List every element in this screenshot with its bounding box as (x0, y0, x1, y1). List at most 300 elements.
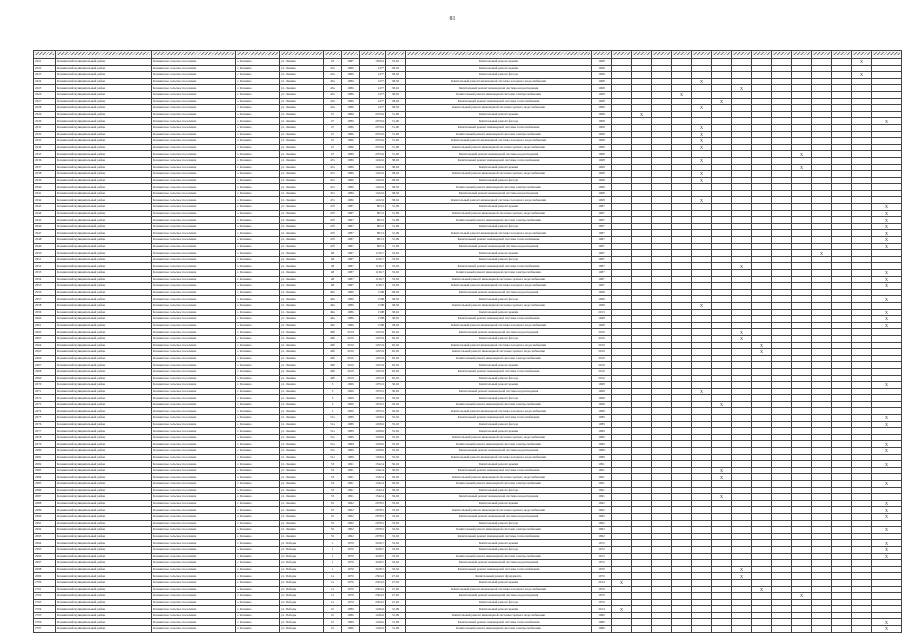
table-cell: с. Кочкино (236, 579, 280, 586)
term-mark-cell (752, 217, 772, 224)
table-cell: 2694 (34, 540, 56, 547)
term-mark-cell (872, 487, 902, 494)
term-mark-cell (672, 606, 692, 613)
term-mark-cell: X (872, 118, 902, 125)
table-cell: 51а (324, 441, 342, 448)
term-mark-cell (652, 467, 672, 474)
table-cell: 48 (324, 263, 342, 270)
term-mark-cell (652, 408, 672, 415)
table-cell: 2628 (34, 105, 56, 112)
term-mark-cell (672, 204, 692, 211)
term-mark-cell (772, 243, 792, 250)
table-cell: 2070,6 (360, 144, 386, 151)
table-cell: 1477 (360, 91, 386, 98)
term-mark-cell (812, 302, 832, 309)
term-mark-cell (712, 177, 732, 184)
term-mark-cell (672, 349, 692, 356)
term-mark-cell (752, 270, 772, 277)
term-mark-cell (692, 164, 712, 171)
table-cell: с. Кочкино (236, 474, 280, 481)
term-mark-cell (772, 593, 792, 600)
term-mark-cell (872, 612, 902, 619)
table-cell: 1968 (592, 322, 612, 329)
term-mark-cell: X (692, 157, 712, 164)
table-cell: 2014 (592, 579, 612, 586)
term-mark-cell (772, 138, 792, 145)
column-header (792, 51, 812, 59)
table-cell: 1458,6 (360, 421, 386, 428)
table-cell: с. Кочкино (236, 329, 280, 336)
term-mark-cell (732, 527, 752, 534)
term-mark-cell (832, 250, 852, 257)
term-mark-cell (612, 415, 632, 422)
table-cell: Кочкинский муниципальный район (56, 78, 152, 85)
table-cell: Кочкинский муниципальный район (56, 362, 152, 369)
term-mark-cell (692, 111, 712, 118)
term-mark-cell (832, 408, 852, 415)
term-mark-cell: X (872, 204, 902, 211)
table-cell: 1968 (592, 197, 612, 204)
table-row (34, 441, 902, 448)
table-cell: Капитальный ремонт инженерной системы теплоснабжения (406, 533, 592, 540)
term-mark-cell (692, 309, 712, 316)
term-mark-cell (692, 606, 712, 613)
table-cell: 30,02 (386, 461, 406, 468)
table-cell: 1477 (360, 105, 386, 112)
term-mark-cell (872, 560, 902, 567)
table-row (34, 197, 902, 204)
term-mark-cell (772, 553, 792, 560)
table-cell: Капитальный ремонт инженерной системы горячего водоснабжения (406, 171, 592, 178)
table-cell: 35,02 (386, 428, 406, 435)
table-cell: Кочкинский муниципальный район (56, 243, 152, 250)
table-cell: 1968 (592, 184, 612, 191)
table-cell: 1970 (592, 573, 612, 580)
table-cell: 1455,9 (360, 362, 386, 369)
table-cell: 2662 (34, 329, 56, 336)
table-row (34, 289, 902, 296)
table-cell: Кочкинский муниципальный район (56, 98, 152, 105)
term-mark-cell (872, 520, 902, 527)
table-row (34, 316, 902, 323)
term-mark-cell (672, 481, 692, 488)
term-mark-cell (872, 111, 902, 118)
table-cell: 31,09 (386, 204, 406, 211)
table-cell: 49а (324, 296, 342, 303)
term-mark-cell (692, 540, 712, 547)
term-mark-cell (852, 546, 872, 553)
table-cell: 1986 (342, 171, 360, 178)
term-mark-cell (652, 573, 672, 580)
term-mark-cell (672, 415, 692, 422)
term-mark-cell (612, 520, 632, 527)
table-cell: 1477 (360, 78, 386, 85)
term-mark-cell (652, 237, 672, 244)
term-mark-cell (772, 573, 792, 580)
table-row (34, 296, 902, 303)
term-mark-cell (852, 362, 872, 369)
table-cell: 1986 (342, 105, 360, 112)
term-mark-cell (752, 237, 772, 244)
table-cell: 2675 (34, 415, 56, 422)
term-mark-cell (612, 217, 632, 224)
table-cell: Кочкинский муниципальный район (56, 91, 152, 98)
table-cell: 1542,4 (360, 494, 386, 501)
table-cell: Капитальный ремонт инженерной системы холодного водоснабжения (406, 408, 592, 415)
term-mark-cell (612, 553, 632, 560)
table-cell: Кочкинский муниципальный район (56, 270, 152, 277)
term-mark-cell (832, 362, 852, 369)
term-mark-cell (672, 289, 692, 296)
table-cell: Кочкинский муниципальный район (56, 177, 152, 184)
table-cell: 1987 (592, 276, 612, 283)
term-mark-cell (612, 481, 632, 488)
table-cell: 30,02 (386, 382, 406, 389)
term-mark-cell (772, 78, 792, 85)
table-cell: Кочкинский муниципальный район (56, 520, 152, 527)
table-cell: 38,02 (386, 157, 406, 164)
term-mark-cell (632, 91, 652, 98)
term-mark-cell (852, 606, 872, 613)
table-cell: 1986 (342, 118, 360, 125)
term-mark-cell (832, 342, 852, 349)
table-cell: 2010 (592, 329, 612, 336)
term-mark-cell (672, 118, 692, 125)
table-cell: Капитальный ремонт инженерной системы горячего водоснабжения (406, 349, 592, 356)
table-cell: 2645 (34, 217, 56, 224)
table-cell: 38,02 (386, 98, 406, 105)
term-mark-cell (832, 157, 852, 164)
table-cell: 1б (324, 606, 342, 613)
term-mark-cell (792, 105, 812, 112)
table-cell: Кочкинский муниципальный район (56, 250, 152, 257)
table-cell: 2668 (34, 368, 56, 375)
table-cell: 1991 (592, 481, 612, 488)
term-mark-cell (852, 223, 872, 230)
term-mark-cell (872, 454, 902, 461)
term-mark-cell (812, 65, 832, 72)
column-header (732, 51, 752, 59)
table-cell: 1992 (342, 533, 360, 540)
table-row (34, 59, 902, 66)
term-mark-cell (792, 204, 812, 211)
term-mark-cell (732, 599, 752, 606)
term-mark-cell: X (612, 606, 632, 613)
term-mark-cell (872, 395, 902, 402)
term-mark-cell (672, 98, 692, 105)
repair-register-table (33, 50, 902, 633)
term-mark-cell (692, 441, 712, 448)
table-cell: 1436,6 (360, 619, 386, 626)
table-row (34, 355, 902, 362)
table-cell: 55 (324, 533, 342, 540)
term-mark-cell (852, 388, 872, 395)
term-mark-cell (772, 230, 792, 237)
table-cell: ул. Ленина (280, 415, 324, 422)
table-row (34, 527, 902, 534)
table-cell: ул. Ленина (280, 250, 324, 257)
table-cell: 1968 (592, 91, 612, 98)
table-cell: 1989 (592, 415, 612, 422)
term-mark-cell (652, 454, 672, 461)
term-mark-cell (752, 329, 772, 336)
table-cell: 33,02 (386, 507, 406, 514)
term-mark-cell (832, 401, 852, 408)
term-mark-cell (772, 342, 792, 349)
table-cell: ул. Победы (280, 619, 324, 626)
table-cell: 1986 (342, 184, 360, 191)
term-mark-cell (712, 243, 732, 250)
table-cell: Капитальный ремонт фасада (406, 520, 592, 527)
term-mark-cell (632, 157, 652, 164)
table-cell: 48 (324, 270, 342, 277)
table-cell: Кочкинский муниципальный район (56, 197, 152, 204)
table-cell: Кочкинское сельское поселение (152, 513, 236, 520)
table-cell: Кочкинское сельское поселение (152, 507, 236, 514)
table-cell: 31,09 (386, 243, 406, 250)
term-mark-cell (772, 164, 792, 171)
table-cell: Кочкинское сельское поселение (152, 612, 236, 619)
table-cell: Кочкинское сельское поселение (152, 355, 236, 362)
column-header (832, 51, 852, 59)
table-cell: 803,3 (360, 223, 386, 230)
table-row (34, 210, 902, 217)
table-cell: 1986 (342, 177, 360, 184)
term-mark-cell (772, 388, 792, 395)
term-mark-cell (832, 368, 852, 375)
term-mark-cell (652, 527, 672, 534)
table-cell: ул. Ленина (280, 217, 324, 224)
term-mark-cell (812, 408, 832, 415)
term-mark-cell (652, 362, 672, 369)
term-mark-cell: X (692, 144, 712, 151)
term-mark-cell: X (692, 177, 712, 184)
table-cell: Кочкинский муниципальный район (56, 382, 152, 389)
term-mark-cell (672, 408, 692, 415)
term-mark-cell (612, 586, 632, 593)
term-mark-cell (672, 78, 692, 85)
table-cell: 2636 (34, 157, 56, 164)
term-mark-cell (612, 355, 632, 362)
table-cell: 47 (324, 138, 342, 145)
table-cell: 49б (324, 375, 342, 382)
table-cell: ул. Ленина (280, 382, 324, 389)
term-mark-cell (712, 546, 732, 553)
table-cell: 43а (324, 85, 342, 92)
table-cell: 1968 (592, 157, 612, 164)
term-mark-cell (652, 593, 672, 600)
table-cell: ул. Победы (280, 546, 324, 553)
table-row (34, 223, 902, 230)
table-cell: Кочкинский муниципальный район (56, 441, 152, 448)
table-cell: Кочкинский муниципальный район (56, 276, 152, 283)
term-mark-cell (852, 553, 872, 560)
table-cell: 2504,2 (360, 599, 386, 606)
term-mark-cell (812, 98, 832, 105)
table-cell: с. Кочкино (236, 78, 280, 85)
term-mark-cell (632, 223, 652, 230)
term-mark-cell (612, 111, 632, 118)
term-mark-cell (792, 560, 812, 567)
term-mark-cell (852, 421, 872, 428)
table-cell: ул. Ленина (280, 448, 324, 455)
table-row (34, 270, 902, 277)
term-mark-cell (752, 276, 772, 283)
term-mark-cell (632, 250, 652, 257)
table-cell: 1987 (342, 230, 360, 237)
term-mark-cell (872, 573, 902, 580)
term-mark-cell (632, 78, 652, 85)
term-mark-cell (852, 368, 872, 375)
table-cell: 2631 (34, 124, 56, 131)
term-mark-cell (872, 474, 902, 481)
table-cell: Кочкинское сельское поселение (152, 579, 236, 586)
term-mark-cell (672, 395, 692, 402)
table-cell: 2697 (34, 560, 56, 567)
table-cell: Кочкинский муниципальный район (56, 157, 152, 164)
term-mark-cell (712, 91, 732, 98)
term-mark-cell (632, 309, 652, 316)
table-row (34, 177, 902, 184)
term-mark-cell (772, 533, 792, 540)
term-mark-cell (852, 85, 872, 92)
term-mark-cell (732, 289, 752, 296)
table-cell: с. Кочкино (236, 296, 280, 303)
term-mark-cell (872, 599, 902, 606)
table-cell: 1992 (342, 527, 360, 534)
table-cell: Капитальный ремонт инженерной системы горячего водоснабжения (406, 105, 592, 112)
term-mark-cell (692, 322, 712, 329)
table-cell: Кочкинский муниципальный район (56, 494, 152, 501)
term-mark-cell (812, 579, 832, 586)
table-cell: 38,02 (386, 85, 406, 92)
term-mark-cell (732, 164, 752, 171)
term-mark-cell (612, 322, 632, 329)
table-cell: Кочкинский муниципальный район (56, 513, 152, 520)
term-mark-cell (812, 349, 832, 356)
table-cell: Кочкинское сельское поселение (152, 164, 236, 171)
table-cell: Капитальный ремонт инженерной системы электроснабжения (406, 401, 592, 408)
term-mark-cell (852, 105, 872, 112)
table-cell: 2689 (34, 507, 56, 514)
term-mark-cell (612, 382, 632, 389)
table-cell: 38,02 (386, 184, 406, 191)
column-header (612, 51, 632, 59)
term-mark-cell (832, 599, 852, 606)
term-mark-cell (712, 434, 732, 441)
term-mark-cell (812, 513, 832, 520)
table-cell: Кочкинское сельское поселение (152, 626, 236, 633)
table-cell: Капитальный ремонт инженерной системы водоотведения (406, 593, 592, 600)
term-mark-cell (752, 157, 772, 164)
term-mark-cell (812, 434, 832, 441)
term-mark-cell (652, 190, 672, 197)
table-cell: Кочкинский муниципальный район (56, 540, 152, 547)
table-row (34, 250, 902, 257)
term-mark-cell (792, 177, 812, 184)
term-mark-cell (632, 124, 652, 131)
term-mark-cell (672, 171, 692, 178)
table-row (34, 105, 902, 112)
term-mark-cell (752, 481, 772, 488)
term-mark-cell (712, 560, 732, 567)
term-mark-cell: X (792, 593, 812, 600)
term-mark-cell (792, 157, 812, 164)
term-mark-cell (772, 586, 792, 593)
term-mark-cell: X (692, 124, 712, 131)
term-mark-cell (832, 144, 852, 151)
table-row (34, 98, 902, 105)
table-row (34, 276, 902, 283)
table-cell: Кочкинский муниципальный район (56, 289, 152, 296)
table-cell: Кочкинское сельское поселение (152, 59, 236, 66)
table-cell: 1968 (592, 72, 612, 79)
table-cell: 49б (324, 329, 342, 336)
table-cell: Кочкинское сельское поселение (152, 566, 236, 573)
term-mark-cell (752, 302, 772, 309)
term-mark-cell (752, 593, 772, 600)
table-cell: ул. Ленина (280, 164, 324, 171)
term-mark-cell (852, 210, 872, 217)
term-mark-cell (872, 78, 902, 85)
table-row (34, 474, 902, 481)
table-cell: 2010 (592, 342, 612, 349)
term-mark-cell (652, 91, 672, 98)
table-cell: Кочкинский муниципальный район (56, 164, 152, 171)
term-mark-cell (772, 223, 792, 230)
term-mark-cell (852, 467, 872, 474)
term-mark-cell (772, 276, 792, 283)
table-cell: с. Кочкино (236, 263, 280, 270)
term-mark-cell (792, 546, 812, 553)
term-mark-cell (792, 283, 812, 290)
term-mark-cell (772, 612, 792, 619)
term-mark-cell (792, 527, 812, 534)
table-cell: с. Кочкино (236, 91, 280, 98)
term-mark-cell (672, 355, 692, 362)
term-mark-cell (812, 105, 832, 112)
term-mark-cell: X (712, 98, 732, 105)
term-mark-cell (792, 124, 812, 131)
table-cell: с. Кочкино (236, 612, 280, 619)
term-mark-cell (852, 65, 872, 72)
term-mark-cell (672, 421, 692, 428)
table-cell: 35,02 (386, 421, 406, 428)
table-cell: 43а (324, 91, 342, 98)
table-cell: ул. Ленина (280, 237, 324, 244)
term-mark-cell (792, 250, 812, 257)
column-header (812, 51, 832, 59)
term-mark-cell (832, 540, 852, 547)
table-cell: 2672 (34, 395, 56, 402)
table-cell: Кочкинское сельское поселение (152, 441, 236, 448)
table-cell: Капитальный ремонт инженерной системы водоотведения (406, 190, 592, 197)
table-cell: 33,02 (386, 520, 406, 527)
table-cell: Кочкинское сельское поселение (152, 105, 236, 112)
term-mark-cell (852, 230, 872, 237)
term-mark-cell (652, 276, 672, 283)
table-cell: 43а (324, 98, 342, 105)
table-cell: ул. Ленина (280, 210, 324, 217)
term-mark-cell (712, 395, 732, 402)
term-mark-cell (832, 434, 852, 441)
table-cell: Кочкинский муниципальный район (56, 349, 152, 356)
table-cell: с. Кочкино (236, 362, 280, 369)
term-mark-cell (672, 540, 692, 547)
term-mark-cell (752, 230, 772, 237)
term-mark-cell (632, 599, 652, 606)
term-mark-cell (752, 533, 772, 540)
